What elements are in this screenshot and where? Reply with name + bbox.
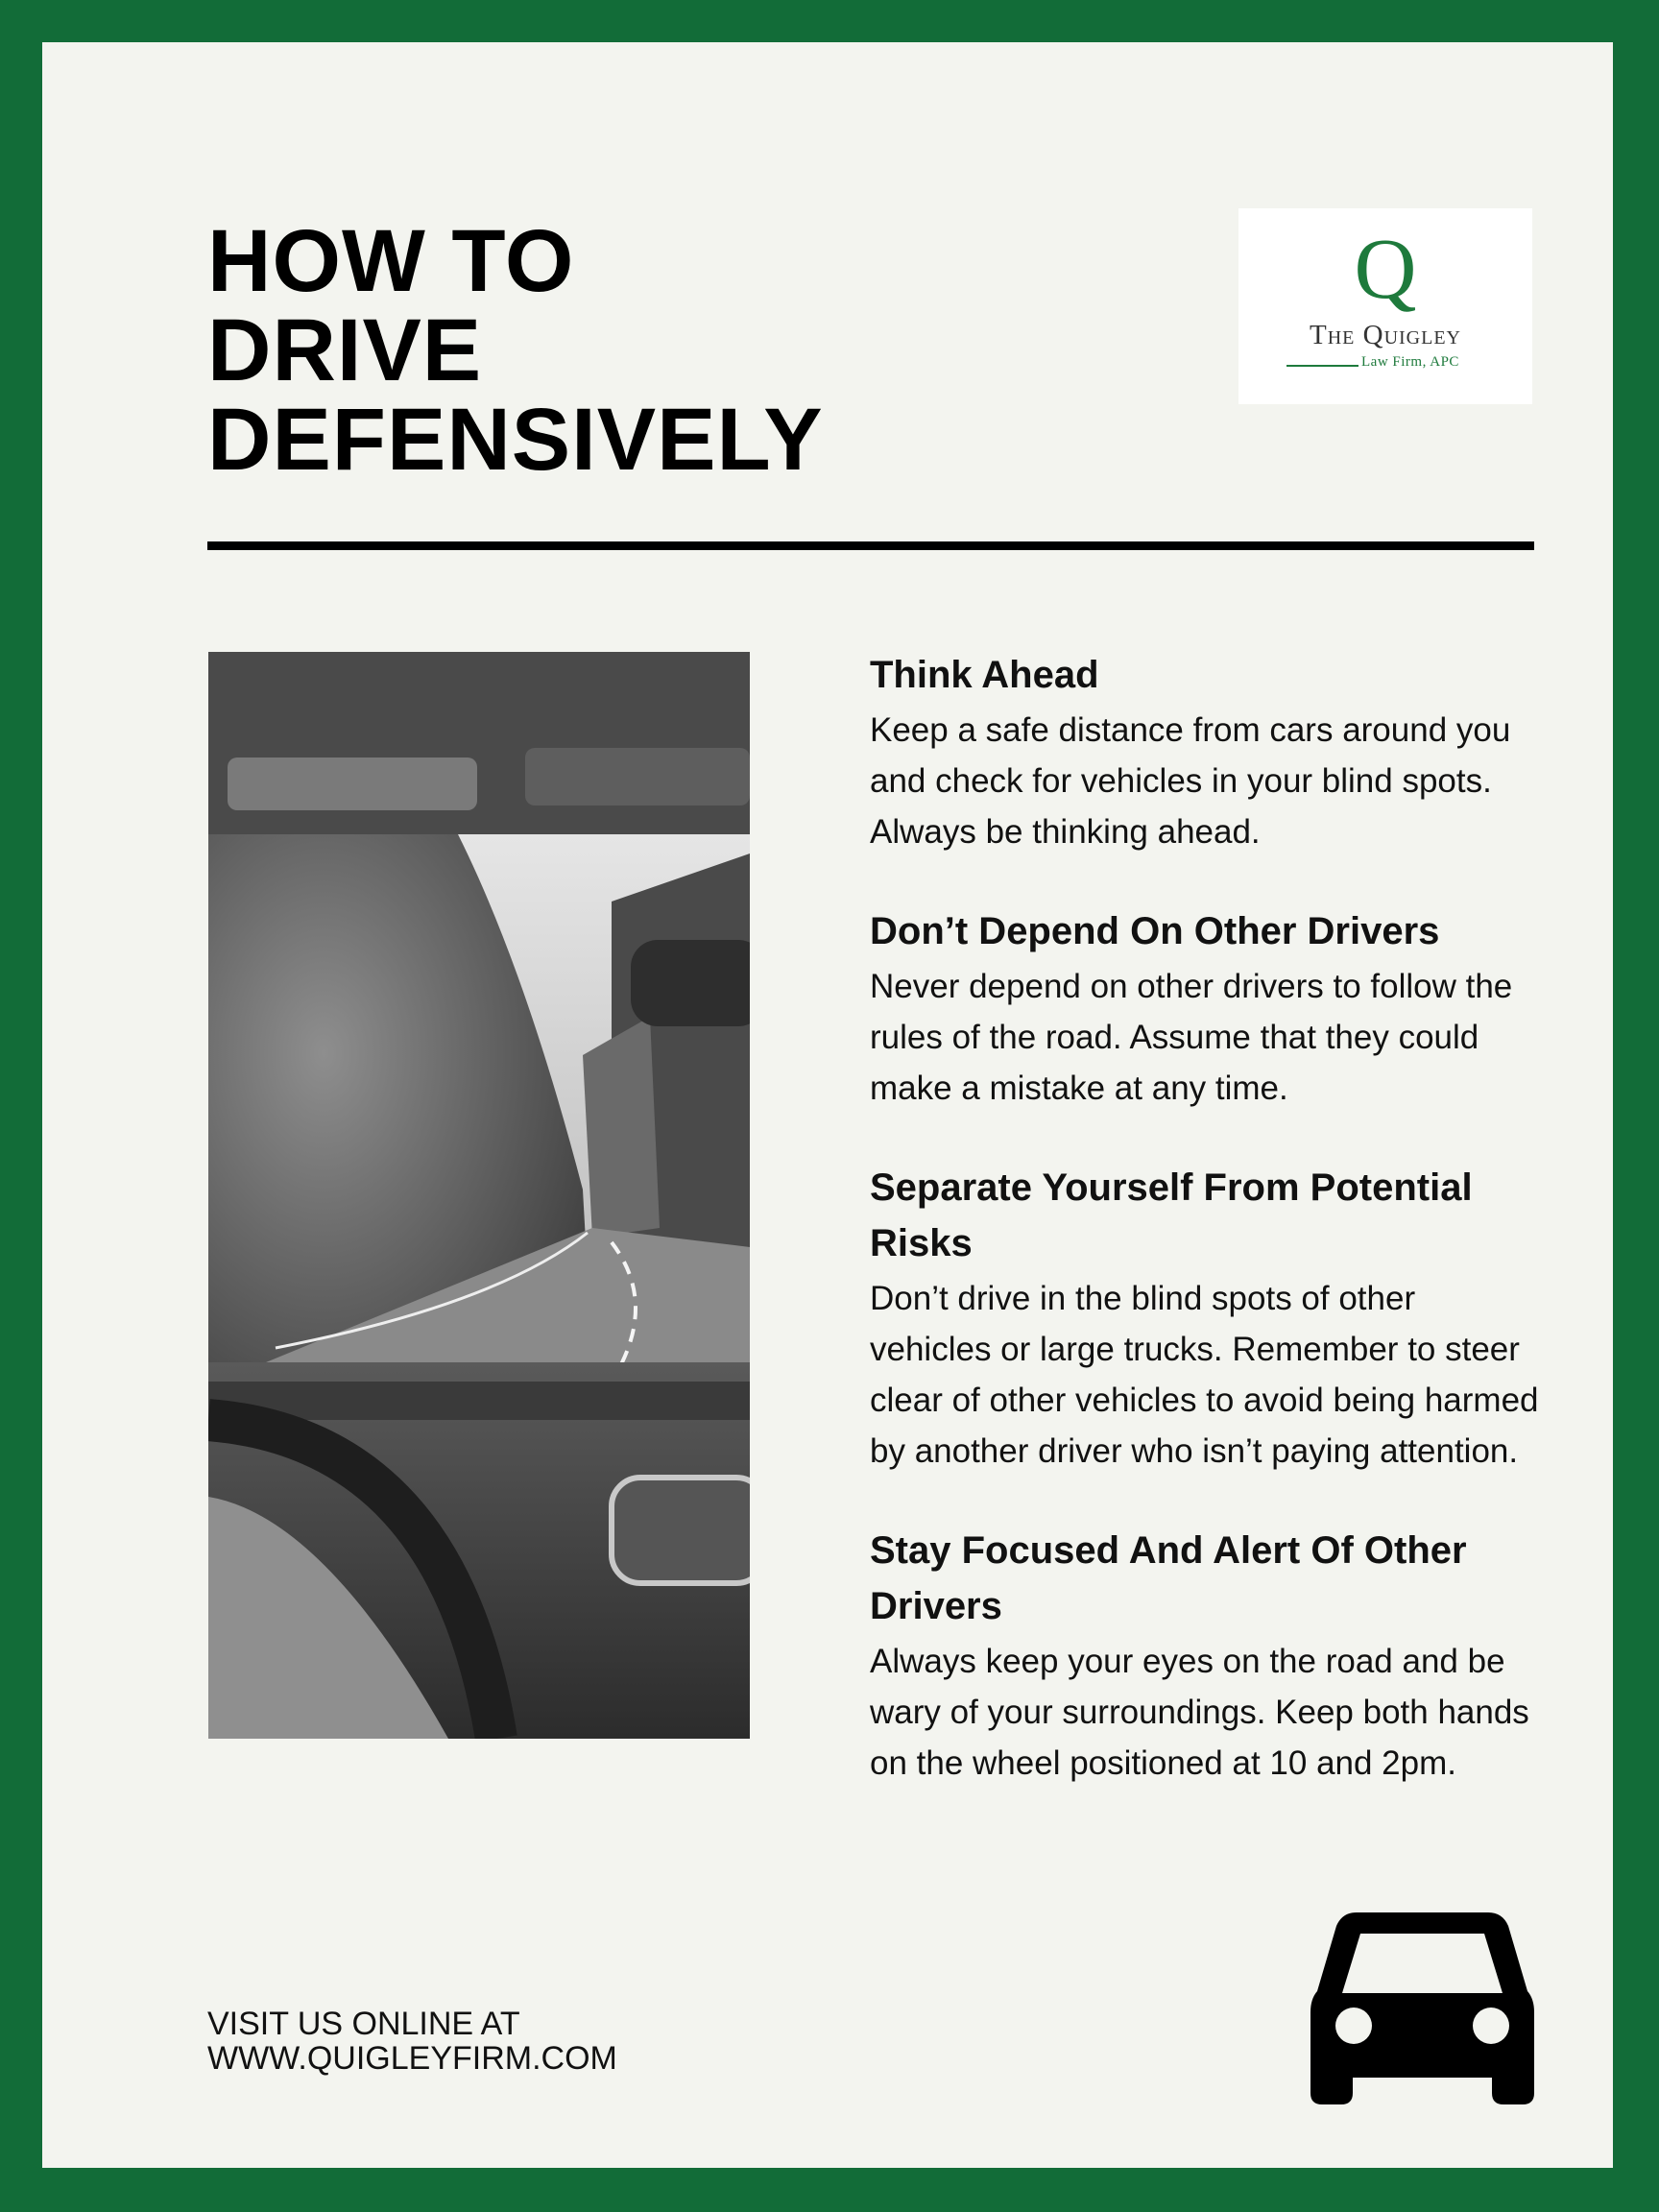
website-footer — [207, 2007, 617, 2076]
footer-website-link[interactable]: WWW.QUIGLEYFIRM.COM — [207, 2040, 617, 2077]
tip-item — [870, 903, 1542, 1114]
tip-body: Always keep your eyes on the road and be wary of your surroundings. Keep both hands on the wheel positioned at 10 and 2pm. — [870, 1643, 1529, 1782]
quigley-law-firm-logo — [1238, 208, 1532, 404]
tip-heading: Think Ahead — [870, 654, 1099, 696]
tip-heading: Don’t Depend On Other Drivers — [870, 910, 1440, 952]
tips-list — [870, 647, 1542, 1835]
logo-subtitle: Law Firm, APC — [1361, 354, 1459, 370]
title-line-3: DEFENSIVELY — [207, 391, 824, 489]
tip-body: Never depend on other drivers to follow the rules of the road. Assume that they could make a mistake at any time. — [870, 968, 1513, 1107]
tip-item — [870, 647, 1542, 857]
tip-body: Keep a safe distance from cars around you and check for vehicles in your blind spots. Always be thinking ahead. — [870, 711, 1511, 851]
tip-item — [870, 1160, 1542, 1477]
car-interior-road-photo — [208, 652, 750, 1739]
logo-firm-name: The Quigley — [1310, 320, 1461, 350]
tip-heading: Stay Focused And Alert Of Other Drivers — [870, 1529, 1467, 1627]
tip-body: Don’t drive in the blind spots of other vehicles or large trucks. Remember to steer clear of other vehicles to avoid being harmed by another driver who isn’t paying attention. — [870, 1280, 1539, 1470]
header-divider — [207, 541, 1534, 550]
tip-item — [870, 1523, 1542, 1789]
page-title — [207, 212, 824, 489]
poster-page — [42, 42, 1613, 2168]
footer-line-1: VISIT US ONLINE AT — [207, 2006, 520, 2042]
tip-heading: Separate Yourself From Potential Risks — [870, 1166, 1473, 1264]
title-line-1: HOW TO — [207, 212, 575, 310]
title-line-2: DRIVE — [207, 301, 483, 399]
logo-rule — [1286, 365, 1358, 367]
car-icon — [1310, 1905, 1534, 2104]
logo-q-letter: Q — [1354, 222, 1417, 317]
